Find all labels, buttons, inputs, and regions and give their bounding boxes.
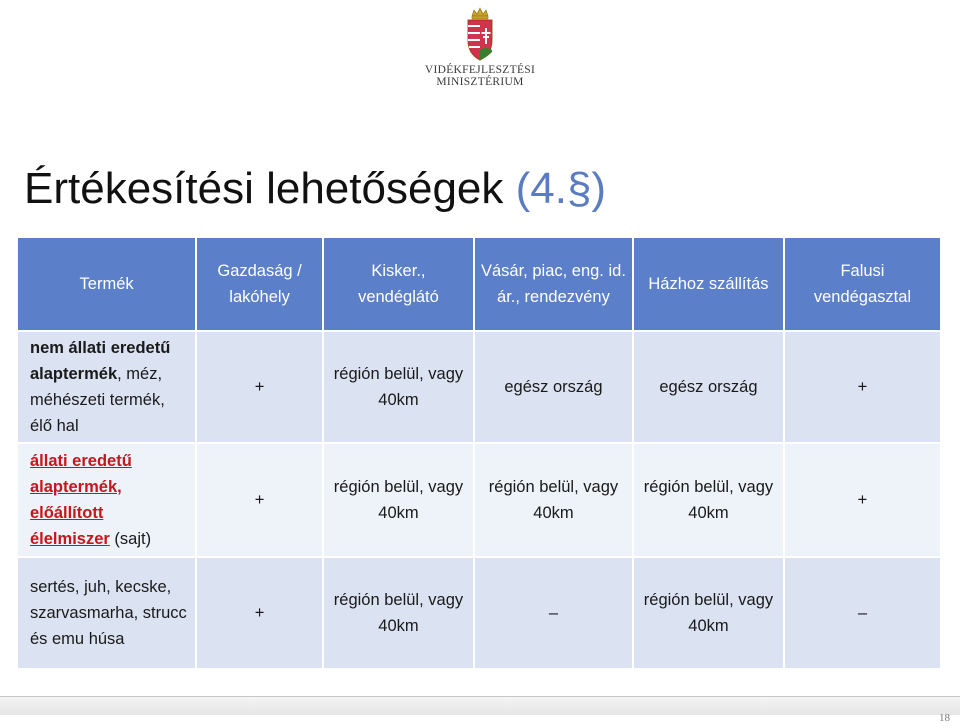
sales-options-table [16,236,942,670]
table-cell: – [475,558,632,668]
table-cell: egész ország [634,332,783,442]
table-cell: régión belül, vagy 40km [324,558,473,668]
product-plain-text: sertés, juh, kecske, szarvasmarha, strucc és emu húsa [30,578,187,648]
product-rest-text: , méz, méhészeti termék, élő hal [30,365,165,435]
table-cell: régión belül, vagy 40km [634,444,783,556]
footer-bar [0,696,960,715]
header-retail: Kisker., vendéglátó [324,238,473,330]
table-row [18,332,940,442]
table-cell: régión belül, vagy 40km [324,444,473,556]
product-rest-text: (sajt) [109,530,152,548]
table-cell: egész ország [475,332,632,442]
table-header-row [18,238,940,330]
header-village-table: Falusi vendégasztal [785,238,940,330]
table-cell: + [197,444,322,556]
logo-line-2: MINISZTÉRIUM [436,76,524,88]
table-cell: + [197,332,322,442]
table-cell: régión belül, vagy 40km [324,332,473,442]
table-cell: + [197,558,322,668]
title-main: Értékesítési lehetőségek [24,164,516,213]
header-farm: Gazdaság / lakóhely [197,238,322,330]
table-cell: + [785,332,940,442]
header-home-delivery: Házhoz szállítás [634,238,783,330]
table-cell: + [785,444,940,556]
product-red-text: állati eredetű alaptermék, előállított élelmiszer [30,452,132,548]
table-cell: – [785,558,940,668]
title-paren: (4.§) [515,164,607,213]
table-cell: régión belül, vagy 40km [475,444,632,556]
header-product: Termék [18,238,195,330]
header-market: Vásár, piac, eng. id. ár., rendezvény [475,238,632,330]
page-number: 18 [939,712,950,724]
table-cell: régión belül, vagy 40km [634,558,783,668]
product-cell [18,332,195,442]
logo-line-1: VIDÉKFEJLESZTÉSI [424,64,536,76]
table-row [18,558,940,668]
coat-of-arms-icon [463,6,497,62]
product-cell [18,444,195,556]
product-bold-text: nem állati eredetű alaptermék [30,339,171,383]
ministry-logo [420,6,540,88]
page-title [24,162,606,216]
product-cell [18,558,195,668]
table-row [18,444,940,556]
